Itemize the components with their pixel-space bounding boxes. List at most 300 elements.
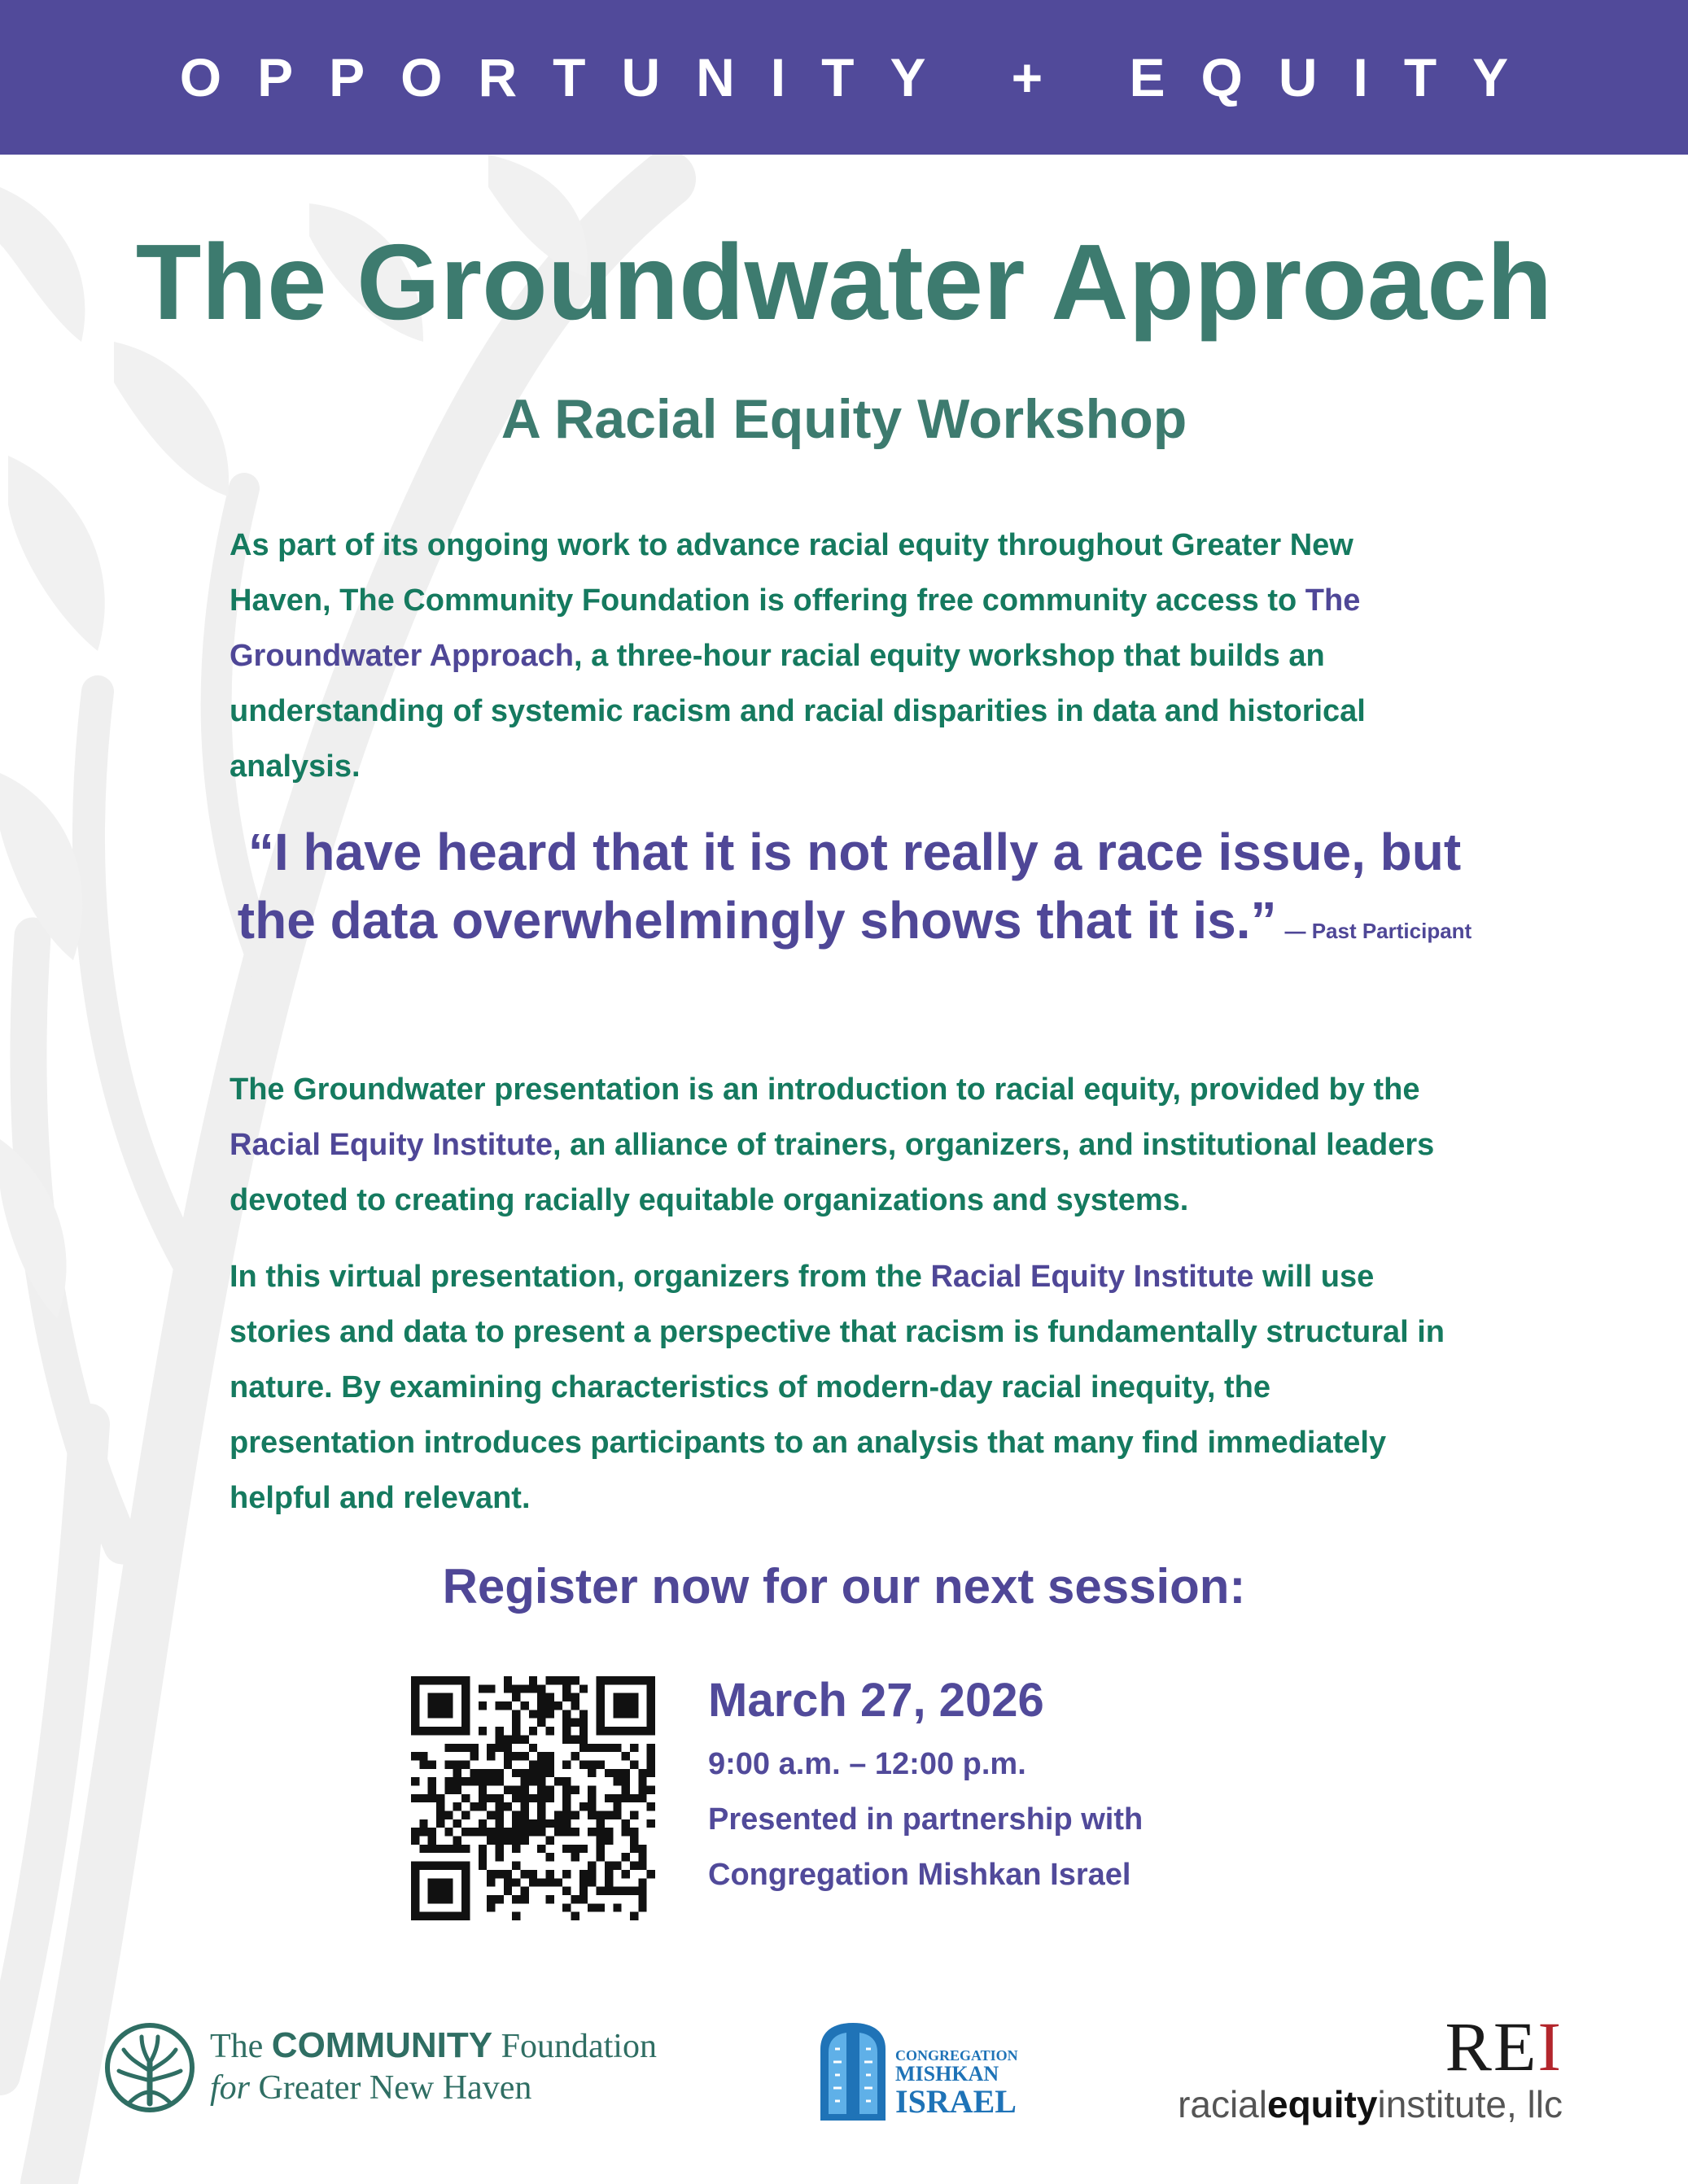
qr-module <box>579 1744 588 1752</box>
qr-module <box>605 1828 613 1836</box>
qr-module <box>622 1777 630 1785</box>
qr-module <box>546 1769 554 1777</box>
qr-module <box>461 1710 470 1718</box>
qr-module <box>479 1777 487 1785</box>
qr-module <box>504 1828 512 1836</box>
qr-module <box>487 1744 495 1752</box>
qr-module <box>597 1727 605 1735</box>
top-banner <box>0 0 1688 155</box>
qr-module <box>495 1853 503 1861</box>
qr-module <box>554 1878 562 1886</box>
qr-module <box>597 1853 605 1861</box>
qr-module <box>613 1710 621 1718</box>
qr-module <box>597 1819 605 1828</box>
qr-module <box>529 1794 537 1802</box>
qr-module <box>613 1862 621 1870</box>
qr-module <box>479 1802 487 1811</box>
qr-module <box>495 1845 503 1853</box>
qr-module <box>588 1828 596 1836</box>
qr-module <box>537 1769 545 1777</box>
qr-module <box>436 1811 444 1819</box>
qr-module <box>520 1887 528 1895</box>
virtual-presentation-paragraph <box>230 1249 1450 1526</box>
qr-module <box>461 1878 470 1886</box>
qr-module <box>520 1785 528 1793</box>
qr-module <box>546 1819 554 1828</box>
qr-module <box>495 1895 503 1903</box>
qr-module <box>605 1870 613 1878</box>
qr-module <box>562 1811 571 1819</box>
qr-module <box>479 1727 487 1735</box>
qr-module <box>495 1744 503 1752</box>
qr-module <box>537 1811 545 1819</box>
qr-module <box>579 1870 588 1878</box>
qr-module <box>444 1785 453 1793</box>
qr-module <box>622 1676 630 1684</box>
qr-module <box>562 1870 571 1878</box>
qr-module <box>638 1845 646 1853</box>
qr-module <box>605 1744 613 1752</box>
qr-module <box>546 1878 554 1886</box>
qr-module <box>461 1676 470 1684</box>
qr-module <box>436 1727 444 1735</box>
qr-module <box>597 1828 605 1836</box>
qr-module <box>453 1862 461 1870</box>
qr-module <box>495 1701 503 1710</box>
qr-module <box>622 1752 630 1760</box>
qr-module <box>562 1693 571 1701</box>
qr-module <box>537 1701 545 1710</box>
qr-module <box>579 1710 588 1718</box>
qr-module <box>520 1777 528 1785</box>
event-date: March 27, 2026 <box>708 1674 1044 1727</box>
rei-name: racialequityinstitute, llc <box>1178 2083 1563 2125</box>
qr-module <box>537 1785 545 1793</box>
qr-module <box>537 1802 545 1811</box>
qr-module <box>479 1819 487 1828</box>
qr-module <box>638 1862 646 1870</box>
qr-module <box>630 1794 638 1802</box>
qr-module <box>512 1794 520 1802</box>
qr-module <box>647 1744 655 1752</box>
qr-module <box>647 1684 655 1693</box>
qr-module <box>495 1819 503 1828</box>
qr-module <box>453 1760 461 1768</box>
qr-module <box>579 1719 588 1727</box>
qr-module <box>461 1870 470 1878</box>
qr-module <box>537 1710 545 1718</box>
intro-paragraph <box>230 518 1450 794</box>
qr-module <box>537 1684 545 1693</box>
qr-module <box>546 1727 554 1735</box>
qr-module <box>529 1727 537 1735</box>
qr-module <box>597 1701 605 1710</box>
qr-module <box>529 1828 537 1836</box>
qr-module <box>638 1895 646 1903</box>
qr-module <box>520 1819 528 1828</box>
qr-module <box>597 1811 605 1819</box>
community-foundation-logo <box>104 2022 723 2128</box>
qr-module <box>647 1727 655 1735</box>
qr-module <box>588 1760 596 1768</box>
qr-module <box>419 1676 427 1684</box>
qr-module <box>630 1845 638 1853</box>
qr-module <box>605 1676 613 1684</box>
qr-module <box>436 1912 444 1920</box>
qr-module <box>504 1878 512 1886</box>
qr-module <box>495 1837 503 1845</box>
qr-module <box>444 1744 453 1752</box>
qr-module <box>529 1744 537 1752</box>
qr-module <box>461 1845 470 1853</box>
qr-module <box>495 1828 503 1836</box>
qr-module <box>622 1794 630 1802</box>
qr-module <box>613 1811 621 1819</box>
qr-module <box>512 1693 520 1701</box>
qr-module <box>512 1895 520 1903</box>
intro-text-2: , a three-hour racial equity workshop that builds an understanding of systemic racism and racial disparities in data and historical analysis. <box>230 639 1366 784</box>
qr-module <box>520 1701 528 1710</box>
qr-module <box>444 1828 453 1836</box>
qr-module <box>546 1676 554 1684</box>
qr-module <box>571 1719 579 1727</box>
qr-module <box>428 1676 436 1684</box>
qr-module <box>579 1878 588 1886</box>
presentation-paragraph <box>230 1062 1450 1228</box>
qr-module <box>453 1819 461 1828</box>
qr-module <box>512 1862 520 1870</box>
qr-module <box>428 1727 436 1735</box>
qr-module <box>411 1870 419 1878</box>
qr-module <box>520 1811 528 1819</box>
qr-module <box>562 1727 571 1735</box>
qr-module <box>571 1845 579 1853</box>
qr-module <box>562 1735 571 1743</box>
qr-module <box>605 1769 613 1777</box>
qr-module <box>411 1676 419 1684</box>
qr-module <box>546 1693 554 1701</box>
qr-module <box>428 1912 436 1920</box>
qr-module <box>588 1862 596 1870</box>
qr-module <box>428 1777 436 1785</box>
qr-module <box>562 1777 571 1785</box>
qr-module <box>504 1870 512 1878</box>
partner-name: Congregation Mishkan Israel <box>708 1858 1131 1892</box>
qr-module <box>479 1845 487 1853</box>
qr-module <box>504 1802 512 1811</box>
qr-module <box>411 1903 419 1911</box>
qr-module <box>613 1769 621 1777</box>
quote-attribution: — Past Participant <box>1284 919 1472 943</box>
qr-module <box>562 1676 571 1684</box>
qr-module <box>487 1777 495 1785</box>
qr-module <box>537 1719 545 1727</box>
qr-module <box>495 1777 503 1785</box>
qr-module <box>444 1878 453 1886</box>
qr-module <box>436 1802 444 1811</box>
qr-module <box>597 1760 605 1768</box>
qr-module <box>613 1727 621 1735</box>
qr-module <box>444 1887 453 1895</box>
qr-module <box>504 1752 512 1760</box>
qr-module <box>520 1794 528 1802</box>
qr-module <box>562 1903 571 1911</box>
presentation-text-2: , an alliance of trainers, organizers, and institutional leaders devoted to creating racially equitable organizations and systems. <box>230 1128 1435 1217</box>
qr-module <box>461 1693 470 1701</box>
qr-module <box>562 1887 571 1895</box>
qr-module <box>419 1752 427 1760</box>
qr-module <box>444 1693 453 1701</box>
qr-module <box>622 1701 630 1710</box>
qr-module <box>487 1794 495 1802</box>
qr-module <box>579 1760 588 1768</box>
qr-module <box>479 1684 487 1693</box>
qr-module <box>411 1837 419 1845</box>
qr-module <box>520 1684 528 1693</box>
qr-module <box>529 1676 537 1684</box>
qr-module <box>630 1676 638 1684</box>
qr-module <box>554 1828 562 1836</box>
qr-module <box>520 1735 528 1743</box>
qr-module <box>579 1802 588 1811</box>
qr-module <box>537 1693 545 1701</box>
qr-module <box>613 1887 621 1895</box>
qr-module <box>605 1727 613 1735</box>
qr-module <box>411 1701 419 1710</box>
qr-module <box>554 1777 562 1785</box>
qr-module <box>630 1710 638 1718</box>
qr-module <box>630 1811 638 1819</box>
qr-module <box>613 1903 621 1911</box>
qr-module <box>487 1870 495 1878</box>
qr-module <box>428 1693 436 1701</box>
qr-module <box>588 1878 596 1886</box>
qr-module <box>453 1837 461 1845</box>
qr-module <box>638 1769 646 1777</box>
qr-module <box>428 1862 436 1870</box>
qr-module <box>411 1727 419 1735</box>
qr-module <box>537 1752 545 1760</box>
qr-module <box>597 1710 605 1718</box>
qr-module <box>520 1870 528 1878</box>
qr-module <box>571 1811 579 1819</box>
qr-module <box>428 1701 436 1710</box>
qr-module <box>597 1845 605 1853</box>
qr-module <box>479 1862 487 1870</box>
qr-module <box>647 1710 655 1718</box>
qr-module <box>613 1802 621 1811</box>
qr-module <box>613 1676 621 1684</box>
qr-module <box>512 1769 520 1777</box>
qr-module <box>512 1878 520 1886</box>
qr-module <box>579 1887 588 1895</box>
qr-module <box>562 1819 571 1828</box>
qr-module <box>444 1760 453 1768</box>
qr-module <box>461 1811 470 1819</box>
qr-module <box>470 1802 478 1811</box>
qr-module <box>605 1862 613 1870</box>
qr-module <box>436 1693 444 1701</box>
qr-module <box>622 1785 630 1793</box>
qr-module <box>479 1794 487 1802</box>
qr-module <box>419 1760 427 1768</box>
qr-module <box>520 1752 528 1760</box>
qr-module <box>554 1811 562 1819</box>
qr-module <box>546 1870 554 1878</box>
qr-module <box>428 1828 436 1836</box>
qr-module <box>411 1912 419 1920</box>
qr-module <box>554 1819 562 1828</box>
qr-module <box>647 1701 655 1710</box>
qr-module <box>419 1845 427 1853</box>
qr-module <box>579 1735 588 1743</box>
qr-module <box>444 1895 453 1903</box>
qr-module <box>529 1878 537 1886</box>
qr-module <box>512 1684 520 1693</box>
qr-module <box>479 1785 487 1793</box>
qr-module <box>638 1785 646 1793</box>
qr-module <box>428 1845 436 1853</box>
qr-module <box>630 1693 638 1701</box>
qr-module <box>571 1701 579 1710</box>
quote-text: “I have heard that it is not really a race issue, but the data overwhelmingly shows that it is.” <box>237 823 1462 950</box>
qr-module <box>495 1727 503 1735</box>
qr-module <box>428 1887 436 1895</box>
qr-module <box>647 1760 655 1768</box>
qr-module <box>562 1760 571 1768</box>
qr-module <box>638 1903 646 1911</box>
qr-module <box>588 1811 596 1819</box>
qr-module <box>444 1676 453 1684</box>
qr-module <box>470 1828 478 1836</box>
qr-module <box>579 1684 588 1693</box>
qr-module <box>453 1912 461 1920</box>
qr-module <box>597 1887 605 1895</box>
qr-module <box>512 1752 520 1760</box>
qr-module <box>638 1676 646 1684</box>
qr-module <box>495 1870 503 1878</box>
qr-module <box>470 1769 478 1777</box>
qr-module <box>512 1837 520 1845</box>
qr-module <box>529 1760 537 1768</box>
qr-module <box>622 1693 630 1701</box>
qr-module <box>529 1777 537 1785</box>
qr-module <box>520 1828 528 1836</box>
qr-module <box>479 1701 487 1710</box>
virtual-text-2: will use stories and data to present a perspective that racism is fundamentally structural in nature. By examining characteristics of modern-day racial inequity, the presentation introduces participants to an analysis that many find immediately helpful and relevant. <box>230 1260 1445 1515</box>
qr-module <box>571 1828 579 1836</box>
banner-text: OPPORTUNITY + EQUITY <box>179 47 1545 107</box>
qr-module <box>495 1735 503 1743</box>
qr-module <box>419 1819 427 1828</box>
qr-module <box>436 1862 444 1870</box>
qr-module <box>546 1895 554 1903</box>
qr-module <box>622 1853 630 1861</box>
qr-module <box>453 1785 461 1793</box>
qr-module <box>588 1802 596 1811</box>
qr-module <box>537 1845 545 1853</box>
qr-module <box>512 1845 520 1853</box>
qr-module <box>546 1752 554 1760</box>
qr-module <box>461 1828 470 1836</box>
qr-module <box>512 1710 520 1718</box>
qr-module <box>411 1862 419 1870</box>
participant-quote <box>203 818 1506 965</box>
qr-module <box>597 1719 605 1727</box>
qr-module <box>444 1710 453 1718</box>
qr-module <box>479 1769 487 1777</box>
qr-module <box>597 1744 605 1752</box>
qr-module <box>411 1752 419 1760</box>
qr-module <box>613 1693 621 1701</box>
qr-module <box>512 1735 520 1743</box>
racial-equity-institute-link: Racial Equity Institute <box>230 1128 553 1162</box>
qr-module <box>444 1912 453 1920</box>
qr-module <box>588 1744 596 1752</box>
qr-module <box>537 1828 545 1836</box>
qr-module <box>622 1769 630 1777</box>
qr-module <box>487 1837 495 1845</box>
qr-module <box>470 1744 478 1752</box>
qr-module <box>453 1777 461 1785</box>
qr-module <box>546 1837 554 1845</box>
qr-module <box>647 1870 655 1878</box>
qr-module <box>436 1676 444 1684</box>
qr-module <box>562 1828 571 1836</box>
qr-module <box>419 1794 427 1802</box>
qr-module <box>504 1785 512 1793</box>
qr-module <box>571 1693 579 1701</box>
qr-module <box>579 1845 588 1853</box>
qr-module <box>495 1794 503 1802</box>
qr-module <box>647 1769 655 1777</box>
qr-module <box>647 1785 655 1793</box>
qr-module <box>487 1828 495 1836</box>
qr-module <box>588 1769 596 1777</box>
qr-module <box>571 1895 579 1903</box>
qr-module <box>571 1752 579 1760</box>
qr-module <box>537 1777 545 1785</box>
qr-module <box>487 1769 495 1777</box>
qr-module <box>512 1819 520 1828</box>
qr-module <box>411 1794 419 1802</box>
qr-module <box>461 1701 470 1710</box>
qr-module <box>461 1719 470 1727</box>
qr-module <box>411 1878 419 1886</box>
qr-module <box>504 1760 512 1768</box>
qr-module <box>546 1785 554 1793</box>
qr-module <box>470 1777 478 1785</box>
qr-module <box>504 1735 512 1743</box>
qr-module <box>571 1912 579 1920</box>
qr-module <box>537 1878 545 1886</box>
qr-module <box>419 1828 427 1836</box>
qr-module <box>520 1769 528 1777</box>
qr-code-icon[interactable] <box>411 1676 655 1920</box>
event-time: 9:00 a.m. – 12:00 p.m. <box>708 1747 1026 1781</box>
qr-module <box>487 1878 495 1886</box>
qr-module <box>428 1895 436 1903</box>
qr-module <box>597 1837 605 1845</box>
qr-module <box>638 1727 646 1735</box>
qr-module <box>630 1837 638 1845</box>
qr-module <box>630 1701 638 1710</box>
qr-module <box>453 1845 461 1853</box>
qr-module <box>638 1887 646 1895</box>
qr-module <box>554 1676 562 1684</box>
qr-module <box>504 1701 512 1710</box>
qr-module <box>613 1701 621 1710</box>
